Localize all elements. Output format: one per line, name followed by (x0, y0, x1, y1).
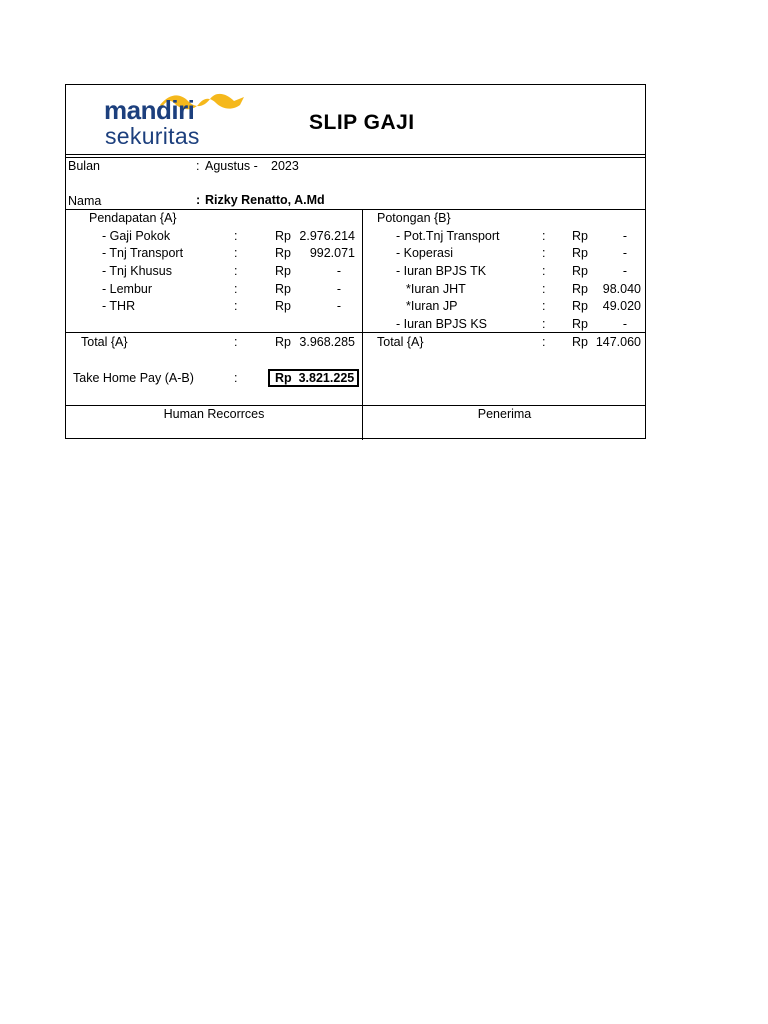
item-currency: Rp (275, 229, 291, 243)
take-home-value: Rp 3.821.225 (275, 371, 355, 385)
bulan-label: Bulan (68, 159, 100, 173)
potongan-total-label: Total {A} (377, 335, 424, 349)
bulan-year: 2023 (271, 159, 299, 173)
potongan-total-amount: 147.060 (595, 335, 641, 349)
nama-label: Nama (68, 194, 102, 208)
item-label: - Tnj Transport (102, 246, 184, 260)
take-home-colon: : (234, 371, 238, 385)
page-title: SLIP GAJI (309, 111, 415, 134)
item-currency: Rp (572, 299, 588, 313)
item-label: - Koperasi (396, 246, 453, 260)
item-currency: Rp (572, 246, 588, 260)
item-colon: : (542, 299, 546, 313)
potongan-total-currency: Rp (572, 335, 588, 349)
logo-text-mandiri: mandiri (104, 95, 195, 125)
pendapatan-total-label: Total {A} (81, 335, 128, 349)
item-colon: : (542, 264, 546, 278)
item-amount: 992.071 (309, 246, 355, 260)
pendapatan-total-colon: : (234, 335, 238, 349)
item-currency: Rp (275, 299, 291, 313)
item-colon: : (234, 229, 238, 243)
item-amount: - (336, 282, 341, 296)
item-currency: Rp (275, 264, 291, 278)
item-label: - Gaji Pokok (102, 229, 171, 243)
potongan-heading: Potongan {B} (377, 211, 451, 225)
bulan-colon: : (196, 159, 200, 173)
nama-value: Rizky Renatto, A.Md (205, 193, 325, 207)
item-colon: : (234, 264, 238, 278)
nama-colon: : (196, 193, 201, 207)
item-amount: 98.040 (602, 282, 641, 296)
item-currency: Rp (572, 264, 588, 278)
header-divider (66, 154, 645, 155)
item-amount: - (622, 317, 627, 331)
item-currency: Rp (572, 317, 588, 331)
pendapatan-total-amount: 3.968.285 (299, 335, 355, 349)
item-label: *Iuran JHT (406, 282, 466, 296)
pendapatan-total-currency: Rp (275, 335, 291, 349)
item-currency: Rp (275, 246, 291, 260)
potongan-total-colon: : (542, 335, 546, 349)
item-label: - THR (102, 299, 136, 313)
logo-text-sekuritas: sekuritas (105, 123, 200, 149)
item-label: - Lembur (102, 282, 153, 296)
item-amount: - (336, 264, 341, 278)
item-label: *Iuran JP (406, 299, 458, 313)
salary-slip (65, 84, 646, 439)
item-colon: : (234, 282, 238, 296)
take-home-label: Take Home Pay (A-B) (73, 371, 194, 385)
item-label: - Pot.Tnj Transport (396, 229, 500, 243)
item-amount: 2.976.214 (299, 229, 355, 243)
item-colon: : (542, 246, 546, 260)
signature-divider (66, 405, 645, 406)
bulan-value: Agustus - (205, 159, 258, 173)
item-label: - Iuran BPJS TK (396, 264, 487, 278)
pendapatan-heading: Pendapatan {A} (89, 211, 177, 225)
item-amount: - (622, 229, 627, 243)
item-colon: : (542, 317, 546, 331)
header-divider-2 (66, 157, 645, 158)
totals-divider (66, 332, 645, 333)
item-colon: : (542, 282, 546, 296)
item-currency: Rp (572, 282, 588, 296)
item-amount: - (336, 299, 341, 313)
item-currency: Rp (275, 282, 291, 296)
item-colon: : (234, 299, 238, 313)
item-amount: - (622, 264, 627, 278)
item-colon: : (234, 246, 238, 260)
item-label: - Iuran BPJS KS (396, 317, 488, 331)
section-divider (66, 209, 645, 210)
item-amount: 49.020 (602, 299, 641, 313)
signature-left-label: Human Recorrces (163, 407, 265, 421)
item-label: - Tnj Khusus (102, 264, 172, 278)
item-colon: : (542, 229, 546, 243)
item-currency: Rp (572, 229, 588, 243)
item-amount: - (622, 246, 627, 260)
signature-right-label: Penerima (477, 407, 532, 421)
